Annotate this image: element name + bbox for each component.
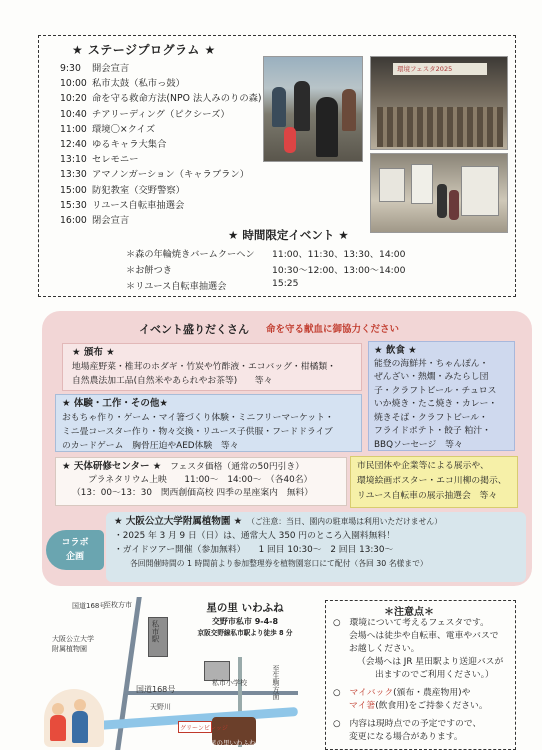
program-time: 11:00 bbox=[60, 123, 87, 135]
exhibit-line: 市民団体や企業等による展示や、 bbox=[357, 461, 489, 471]
exhibit-line: リユース自転車の展示抽選会 等々 bbox=[357, 491, 498, 501]
program-time: 10:20 bbox=[60, 93, 87, 105]
program-row bbox=[60, 166, 249, 180]
limited-event-name: ＊森の年輪焼きバームクーヘン bbox=[126, 249, 255, 260]
program-time: 13:30 bbox=[60, 169, 87, 181]
note-item-schedule: ○ 内容は現時点での予定ですので、 変更になる場合があります。 bbox=[333, 719, 482, 742]
astro-heading: ★ 天体研修センター ★ bbox=[62, 461, 162, 472]
map-label-garden: 大阪公立大学附属植物園 bbox=[52, 635, 94, 653]
program-time: 15:30 bbox=[60, 199, 87, 211]
note-text: 出ますのでご利用ください。） bbox=[375, 670, 494, 680]
program-row bbox=[60, 197, 184, 211]
note-item-environment: ○ 環境について考えるフェスタです。 会場へは徒歩や自転車、電車やバスで お越しください。 （会場へは JR 星田駅より送迎バスが 出ますのでご利用ください。） bbox=[333, 618, 504, 680]
program-time: 10:40 bbox=[60, 108, 87, 120]
program-label: 環境〇×クイズ bbox=[92, 123, 156, 135]
food-line: 焼きそば・クラフトビール・ bbox=[374, 412, 488, 423]
note-text: （会場へは JR 星田駅より送迎バスが bbox=[357, 657, 504, 667]
map-label-river: 天野川 bbox=[150, 703, 171, 711]
collab-line: コラボ bbox=[61, 538, 89, 548]
stage-program-title: ★ ステージプログラム ★ bbox=[72, 43, 216, 57]
garden-heading: ★ 大阪公立大学附属植物園 ★ bbox=[114, 516, 243, 527]
limited-event-times: 15:25 bbox=[272, 278, 299, 289]
limited-event-times: 11:00、11:30、13:30、14:00 bbox=[272, 249, 406, 260]
limited-event-name: ＊リユース自転車抽選会 bbox=[126, 281, 227, 292]
program-label: チアリーディング（ピクシーズ） bbox=[92, 108, 230, 120]
map-label-school: 私市小学校 bbox=[212, 679, 247, 687]
map-label-green-village: グリーンビレッジ bbox=[180, 725, 228, 732]
events-title: イベント盛りだくさん bbox=[139, 323, 249, 336]
note-red-text: マイ箸 bbox=[349, 701, 376, 711]
garden-parking-note: （ご注意：当日、園内の駐車場は利用いただけません） bbox=[250, 517, 442, 526]
garden-section bbox=[114, 515, 442, 571]
photo-exhibit-hall bbox=[370, 153, 508, 233]
exhibit-section bbox=[357, 459, 507, 504]
experience-line: のカードゲーム 胸骨圧迫やAED体験 等々 bbox=[62, 441, 239, 451]
program-row bbox=[60, 75, 185, 89]
program-label: 開会宣言 bbox=[92, 63, 130, 74]
collab-badge bbox=[46, 530, 104, 570]
program-row bbox=[60, 151, 139, 165]
venue-access: 京阪交野線私市駅より徒歩 8 分 bbox=[197, 629, 293, 637]
booth-heading: ★ 頒布 ★ bbox=[72, 347, 115, 358]
garden-line: 各回開催時間の 1 時間前より参加整理券を植物園窓口にて配付（各回 30 名様まで） bbox=[130, 559, 428, 568]
experience-line: ミニ畳コースター作り・物々交換・リユース子供服・フードドライブ bbox=[62, 427, 333, 437]
note-red-text: マイバック bbox=[349, 688, 394, 698]
map-label-route168: 国道168号 bbox=[136, 685, 176, 694]
program-time: 15:00 bbox=[60, 184, 87, 196]
food-line: ぜんざい・熱燗・みたらし団 bbox=[374, 372, 489, 382]
venue-info bbox=[190, 600, 300, 637]
blood-donation-note: 命を守る献血に御協力ください bbox=[266, 324, 400, 335]
program-time: 10:00 bbox=[60, 78, 87, 90]
program-row bbox=[60, 182, 185, 196]
photo-stage-hall bbox=[370, 56, 508, 150]
photo-festival-crowd bbox=[263, 56, 363, 162]
program-label: ゆるキャラ大集合 bbox=[92, 139, 167, 150]
program-label: セレモニー bbox=[92, 154, 139, 166]
map-label-to-hirakata: 至枚方市 bbox=[104, 601, 132, 609]
program-time: 12:40 bbox=[60, 139, 87, 150]
note-text: (飲食用)をご持参ください。 bbox=[375, 701, 488, 711]
food-line: 能登の海鮮丼・ちゃんぽん・ bbox=[374, 358, 489, 369]
program-label: 閉会宣言 bbox=[92, 215, 130, 226]
program-label: 防犯教室（交野警察） bbox=[92, 184, 185, 196]
experience-line: おもちゃ作り・ゲーム・マイ箸づくり体験・ミニフリーマーケット・ bbox=[62, 413, 334, 423]
experience-section bbox=[62, 397, 334, 453]
program-row bbox=[60, 60, 129, 74]
map-label-to-ikoma: 至生駒方面 bbox=[272, 665, 280, 700]
stage-sign-text: 環境フェスタ2025 bbox=[397, 65, 453, 73]
map-label-station: 私市駅 bbox=[151, 620, 160, 643]
venue-address: 交野市私市 9-4-8 bbox=[211, 617, 279, 626]
program-row bbox=[60, 136, 166, 150]
program-label: アマノンガーション（キャラブラン） bbox=[92, 169, 250, 181]
note-item-bring: ○ マイバック(頒布・農産物用)や マイ箸(飲食用)をご持参ください。 bbox=[333, 688, 488, 711]
program-label: リユース自転車抽選会 bbox=[92, 199, 185, 211]
program-row bbox=[60, 121, 155, 135]
note-text: 環境について考えるフェスタです。 bbox=[349, 618, 489, 628]
astro-section bbox=[62, 460, 313, 500]
note-text: お越しください。 bbox=[349, 644, 420, 654]
limited-event-name: ＊お餅つき bbox=[126, 265, 172, 276]
garden-line: ・2025 年 3 月 9 日（日）は、通常大人 350 円のところ入園料無料！ bbox=[114, 531, 396, 541]
booth-section bbox=[72, 346, 336, 388]
map-label-route168-top: 国道168号 bbox=[72, 602, 107, 610]
venue-name: 星の里 いわふね bbox=[206, 602, 284, 614]
astro-price: フェスタ価格（通常の50円引き） bbox=[170, 462, 305, 472]
program-row bbox=[60, 212, 129, 226]
booth-line: 地場産野菜・椎茸のホダギ・竹炭や竹酢液・エコバッグ・柑橘類・ bbox=[72, 362, 336, 372]
program-label: 私市太鼓（私市っ鼓） bbox=[92, 78, 185, 90]
food-line: いか焼き・たこ焼き・カレー・ bbox=[374, 399, 498, 409]
note-text: 内容は現時点での予定ですので、 bbox=[349, 719, 482, 729]
notes-title: ＊注意点＊ bbox=[384, 607, 434, 618]
food-line: 子・クラフトビール・チュロス bbox=[374, 385, 497, 396]
food-line: BBQソーセージ 等々 bbox=[374, 439, 463, 450]
limited-events-title: ★ 時間限定イベント ★ bbox=[228, 228, 349, 242]
program-time: 16:00 bbox=[60, 215, 87, 226]
experience-heading: ★ 体験・工作・その他★ bbox=[62, 398, 168, 409]
program-time: 9:30 bbox=[60, 63, 81, 74]
note-text: 会場へは徒歩や自転車、電車やバスで bbox=[349, 631, 499, 641]
program-label: 命を守る救命方法(NPO 法人みのりの森) bbox=[92, 93, 262, 105]
exhibit-line: 環境絵画ポスター・エコ川柳の掲示、 bbox=[357, 476, 507, 486]
collab-line: 企画 bbox=[65, 552, 84, 562]
program-row bbox=[60, 90, 262, 104]
program-time: 13:10 bbox=[60, 154, 87, 166]
astro-line: （13：00～13：30 関西創価高校 四季の星座案内 無料） bbox=[72, 488, 314, 498]
limited-event-times: 10:30～12:00、13:00～14:00 bbox=[272, 265, 406, 276]
astro-line: プラネタリウム上映 11:00～ 14:00～ （各40名） bbox=[88, 475, 313, 485]
booth-line: 自然農法加工品(自然米やあられやお茶等) 等々 bbox=[72, 376, 273, 386]
note-text: 変更になる場合があります。 bbox=[349, 732, 463, 742]
program-row bbox=[60, 106, 230, 120]
garden-line: ・ガイドツアー開催（参加無料） 1 回目 10:30～ 2 回目 13:30～ bbox=[114, 545, 394, 555]
food-heading: ★ 飲食 ★ bbox=[374, 345, 417, 356]
food-line: フライドポテト・餃子 粕汁・ bbox=[374, 426, 491, 436]
note-text: (頒布・農産物用)や bbox=[393, 688, 471, 698]
map-label-venue: 星の里いわふね bbox=[210, 739, 256, 747]
food-section bbox=[374, 344, 497, 452]
